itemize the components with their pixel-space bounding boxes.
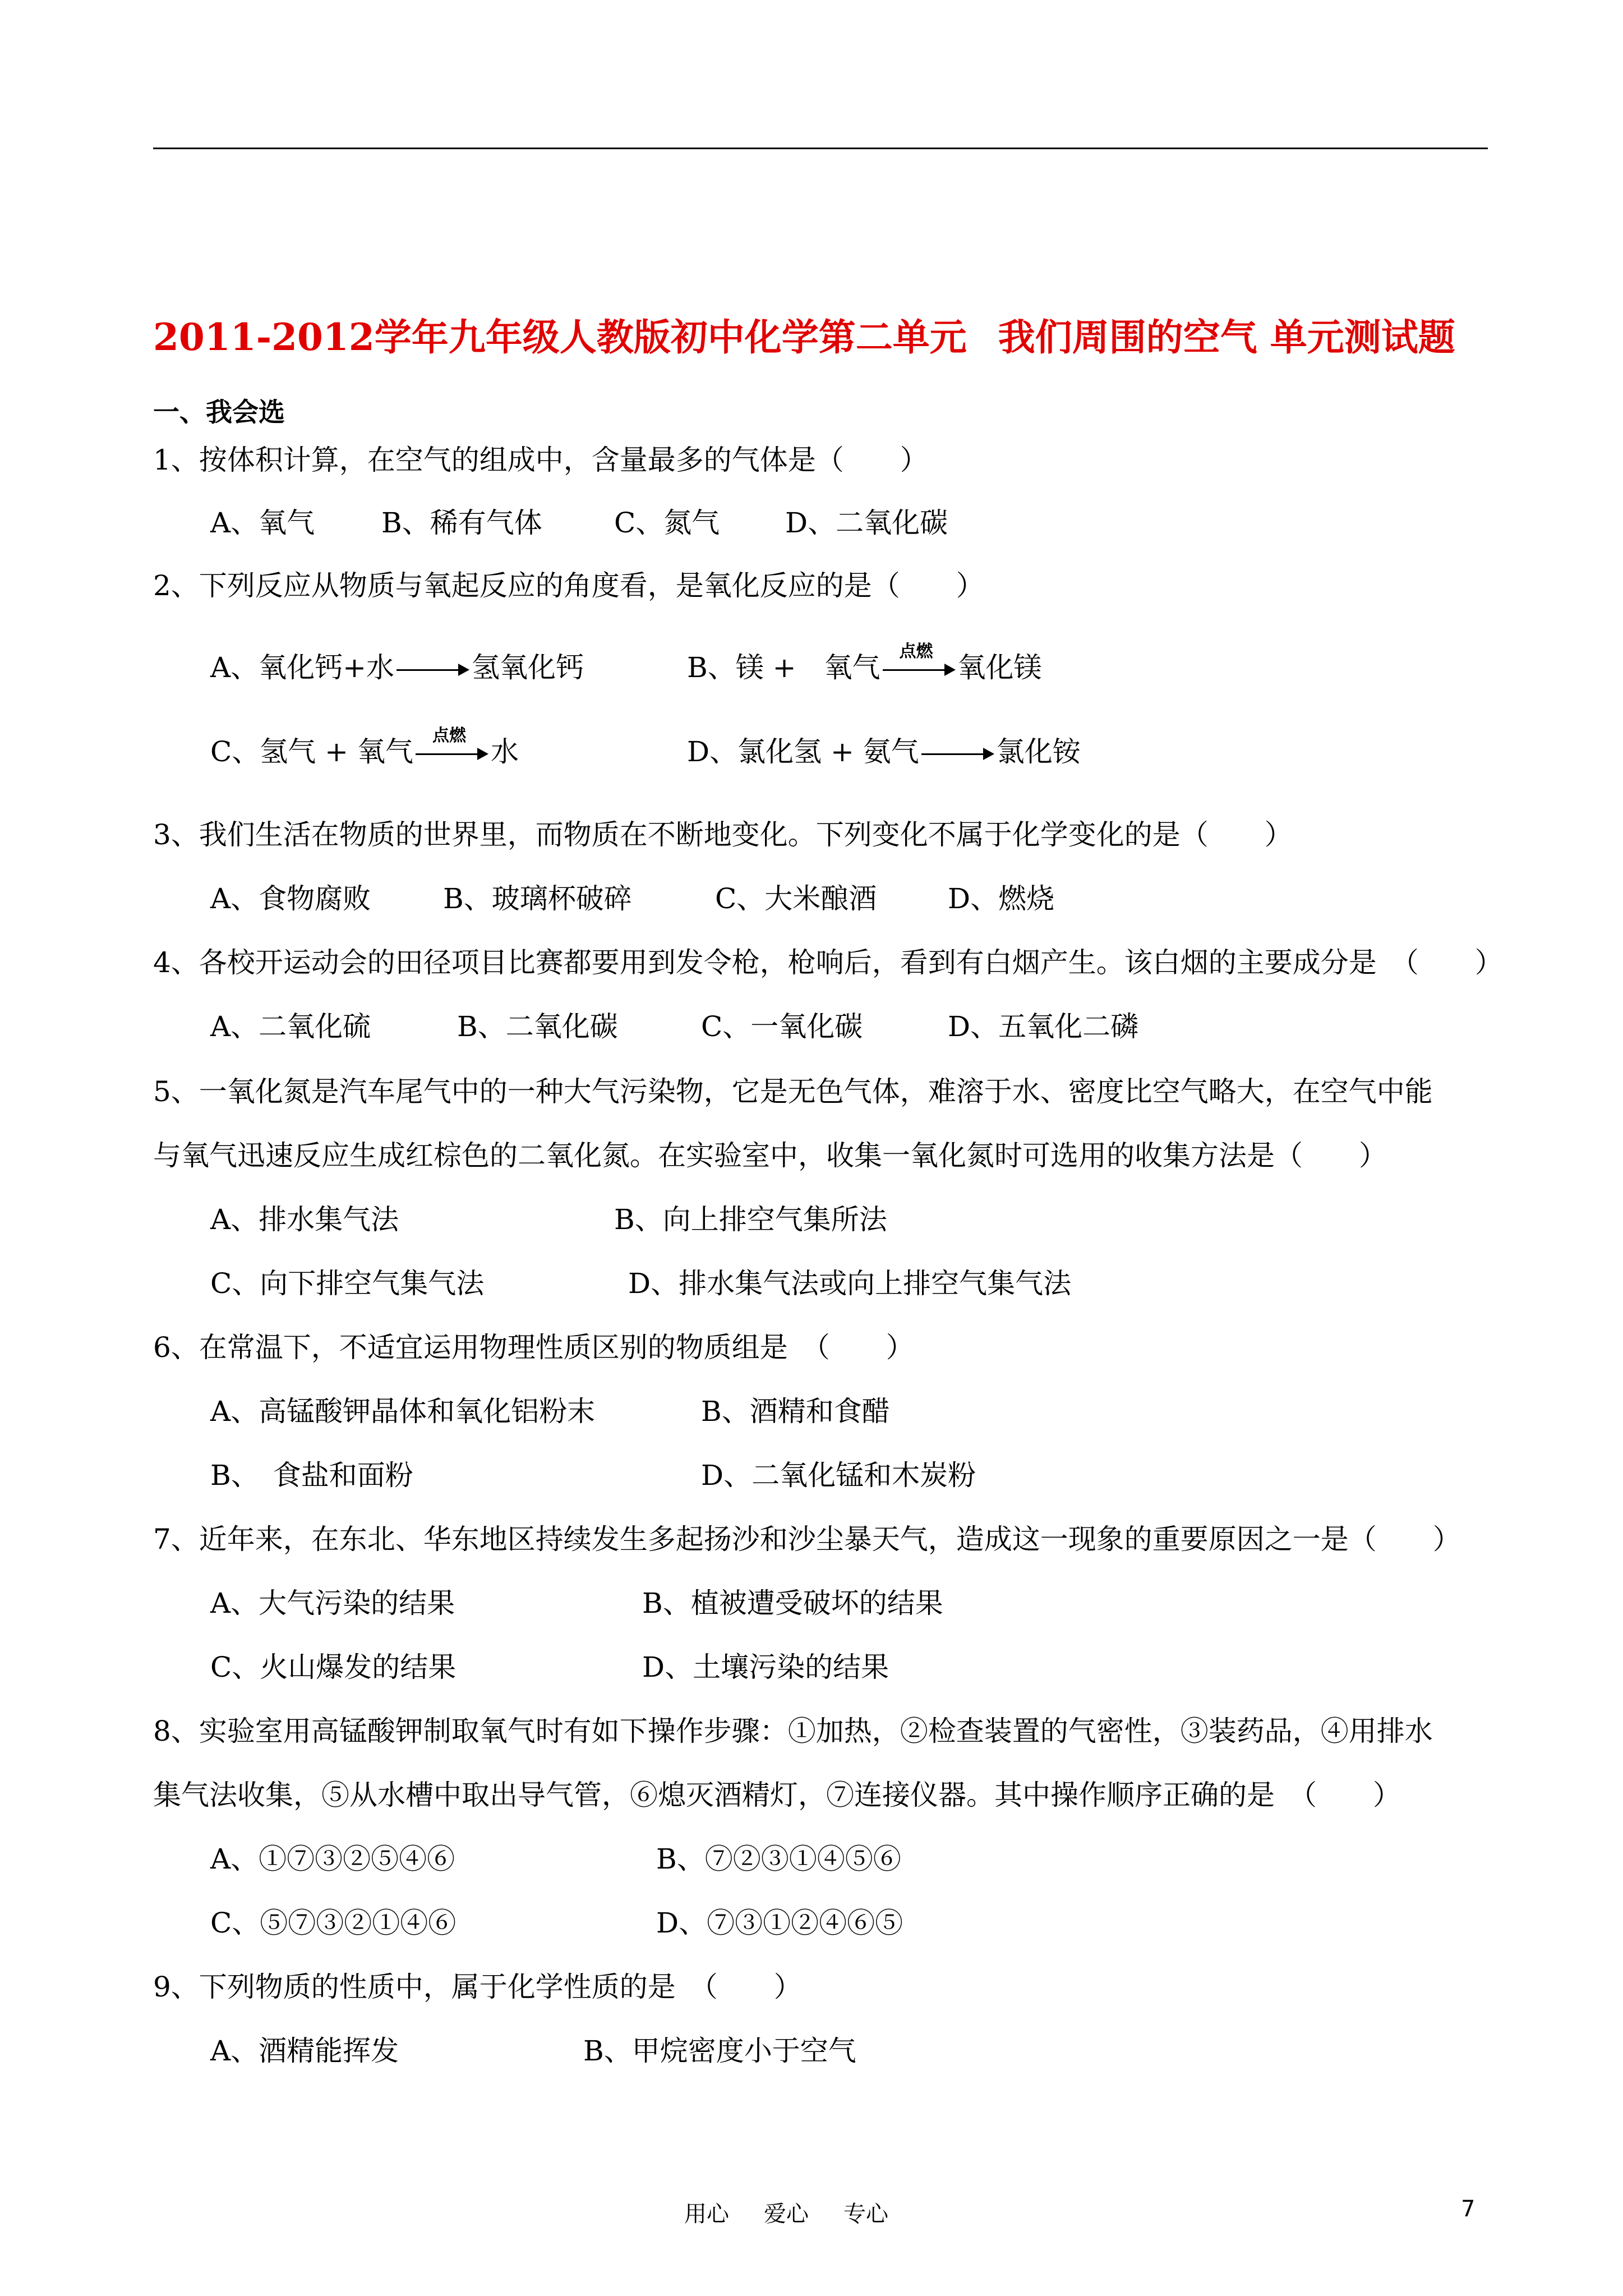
q8-option-a: A、①⑦③②⑤④⑥ xyxy=(210,1843,455,1875)
q2-b-product: 氧化镁 xyxy=(957,651,1042,684)
title-part-1: 2011-2012学年九年级人教版初中化学第二单元 xyxy=(153,315,967,359)
question-3-stem: 3、我们生活在物质的世界里，而物质在不断地变化。下列变化不属于化学变化的是（ ） xyxy=(153,818,1293,851)
reaction-arrow-icon xyxy=(416,726,488,762)
q2-d-product: 氯化铵 xyxy=(996,735,1081,768)
q4-option-a: A、二氧化硫 xyxy=(210,1010,371,1043)
q2-option-a xyxy=(210,651,584,684)
q8-option-b: B、⑦②③①④⑤⑥ xyxy=(656,1843,901,1875)
reaction-arrow-icon xyxy=(921,746,994,762)
section-heading: 一、我会选 xyxy=(153,397,285,428)
q2-a-reactants: A、氧化钙+水 xyxy=(210,651,395,684)
question-8-stem-cont: 集气法收集，⑤从水槽中取出导气管，⑥熄灭酒精灯，⑦连接仪器。其中操作顺序正确的是 （ ） xyxy=(153,1779,1401,1811)
q2-option-b xyxy=(687,642,1042,684)
reaction-condition: 点燃 xyxy=(432,726,466,746)
page-footer xyxy=(684,2196,923,2228)
q5-option-a: A、排水集气法 xyxy=(210,1203,399,1236)
footer-item: 专心 xyxy=(843,2201,888,2227)
q9-option-b: B、甲烷密度小于空气 xyxy=(583,2035,856,2067)
q5-option-c: C、向下排空气集气法 xyxy=(210,1267,485,1300)
q3-option-b: B、玻璃杯破碎 xyxy=(443,882,632,915)
q1-option-d: D、二氧化碳 xyxy=(785,507,948,539)
question-8-stem: 8、实验室用高锰酸钾制取氧气时有如下操作步骤：①加热，②检查装置的气密性，③装药品，④用排水 xyxy=(153,1715,1433,1747)
q4-option-b: B、二氧化碳 xyxy=(457,1010,618,1043)
reaction-condition: 点燃 xyxy=(899,642,933,661)
q5-option-d: D、排水集气法或向上排空气集气法 xyxy=(628,1267,1072,1300)
q6-option-d: D、二氧化锰和木炭粉 xyxy=(701,1459,976,1492)
question-1-stem: 1、按体积计算，在空气的组成中，含量最多的气体是（ ） xyxy=(153,444,928,476)
question-6-stem: 6、在常温下，不适宜运用物理性质区别的物质组是 （ ） xyxy=(153,1331,914,1364)
q2-c-reactants: C、氢气 + 氧气 xyxy=(210,735,413,768)
reaction-arrow-icon xyxy=(883,642,956,678)
footer-item: 爱心 xyxy=(764,2201,809,2227)
q8-option-d: D、⑦③①②④⑥⑤ xyxy=(656,1907,903,1939)
q6-option-b: B、酒精和食醋 xyxy=(701,1395,890,1428)
q8-option-c: C、⑤⑦③②①④⑥ xyxy=(210,1907,457,1939)
q7-option-d: D、土壤污染的结果 xyxy=(642,1651,889,1683)
q9-option-a: A、酒精能挥发 xyxy=(210,2035,399,2067)
q4-option-d: D、五氧化二磷 xyxy=(948,1010,1139,1043)
q2-option-d xyxy=(687,735,1081,769)
q7-option-a: A、大气污染的结果 xyxy=(210,1587,455,1619)
q2-a-product: 氢氧化钙 xyxy=(472,651,584,684)
title-part-2: 我们周围的空气 单元测试题 xyxy=(998,315,1455,359)
q7-option-c: C、火山爆发的结果 xyxy=(210,1651,457,1683)
question-2-stem: 2、下列反应从物质与氧起反应的角度看，是氧化反应的是（ ） xyxy=(153,569,984,602)
q4-option-c: C、一氧化碳 xyxy=(701,1010,863,1043)
page-title xyxy=(153,307,1499,361)
q7-option-b: B、植被遭受破坏的结果 xyxy=(642,1587,943,1619)
reaction-arrow-icon xyxy=(396,661,469,678)
q2-b-reactants: B、镁 + 氧气 xyxy=(687,651,880,684)
q2-c-product: 水 xyxy=(490,735,519,768)
question-5-stem-cont: 与氧气迅速反应生成红棕色的二氧化氮。在实验室中，收集一氧化氮时可选用的收集方法是（ ） xyxy=(153,1139,1387,1172)
question-9-stem: 9、下列物质的性质中，属于化学性质的是 （ ） xyxy=(153,1971,802,2003)
question-7-stem: 7、近年来，在东北、华东地区持续发生多起扬沙和沙尘暴天气，造成这一现象的重要原因之一是（ ） xyxy=(153,1523,1461,1556)
q1-option-b: B、稀有气体 xyxy=(381,507,542,539)
header-rule xyxy=(153,148,1488,149)
q6-option-b2: B、 食盐和面粉 xyxy=(210,1459,413,1492)
q5-option-b: B、向上排空气集所法 xyxy=(614,1203,887,1236)
q2-d-reactants: D、氯化氢 + 氨气 xyxy=(687,735,919,768)
q2-option-c xyxy=(210,726,519,769)
question-4-stem: 4、各校开运动会的田径项目比赛都要用到发令枪，枪响后，看到有白烟产生。该白烟的主要成分是 （ ） xyxy=(153,946,1503,979)
q3-option-a: A、食物腐败 xyxy=(210,882,371,915)
q6-option-a: A、高锰酸钾晶体和氧化铝粉末 xyxy=(210,1395,596,1428)
q1-option-c: C、氮气 xyxy=(614,507,720,539)
q3-option-d: D、燃烧 xyxy=(948,882,1055,915)
q3-option-c: C、大米酿酒 xyxy=(715,882,877,915)
footer-item: 用心 xyxy=(684,2201,729,2227)
page-number: 7 xyxy=(1461,2196,1476,2222)
q1-option-a: A、氧气 xyxy=(210,507,315,539)
question-5-stem: 5、一氧化氮是汽车尾气中的一种大气污染物，它是无色气体，难溶于水、密度比空气略大，在空气中能 xyxy=(153,1075,1433,1108)
